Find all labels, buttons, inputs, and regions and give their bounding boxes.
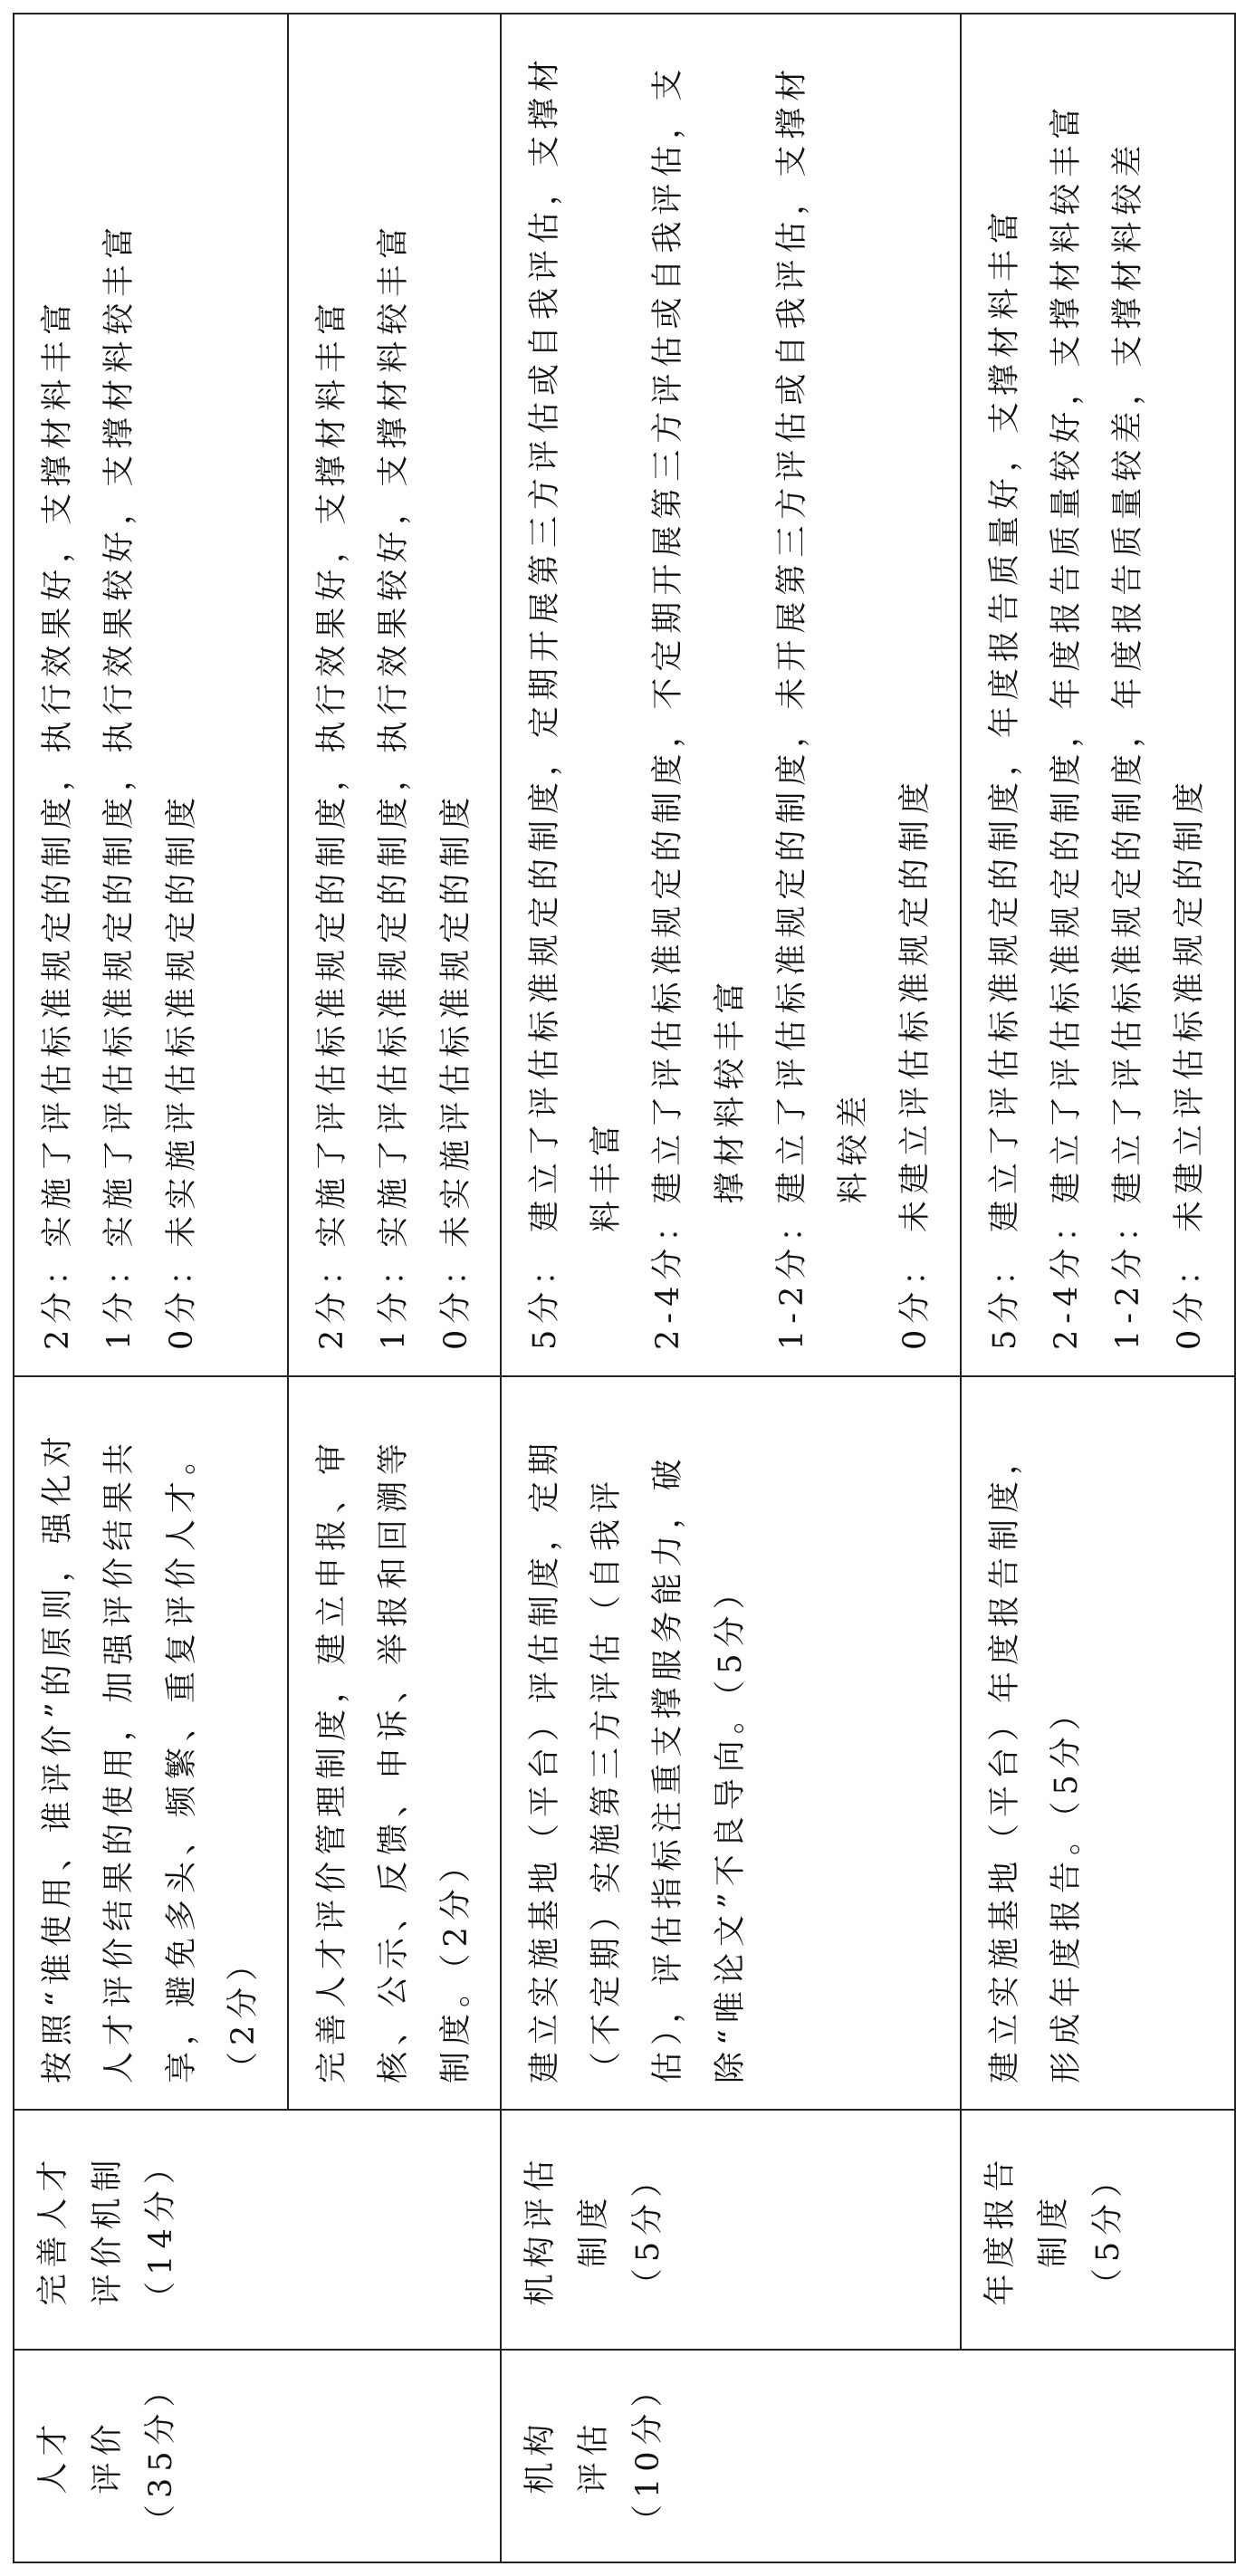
rule-text: 建立了评估标准规定的制度，未开展第三方评估或自我评估，支撑材料较差 <box>773 62 872 1204</box>
score-label: 0分： <box>897 1247 934 1350</box>
scoring-cell <box>961 14 1235 1376</box>
subcategory-label-line: 完善人才 <box>35 2153 72 2306</box>
subcategory-cell-talent-mechanism <box>14 2110 501 2350</box>
category-label-line: （10分） <box>629 2369 666 2536</box>
category-label-line: （35分） <box>143 2369 179 2536</box>
rule-text: 建立了评估标准规定的制度，年度报告质量较好，支撑材料较丰富 <box>1048 101 1085 1204</box>
score-label: 0分： <box>1172 1247 1209 1350</box>
score-label: 2-4分： <box>650 1203 687 1350</box>
rule-text: 未建立评估标准规定的制度 <box>1172 775 1209 1232</box>
scoring-rule <box>363 40 425 1350</box>
score-label: 2分： <box>314 1247 350 1350</box>
score-label: 5分： <box>986 1247 1023 1350</box>
evaluation-table <box>13 13 1236 2563</box>
score-label: 1-2分： <box>1110 1203 1146 1350</box>
category-cell-talent <box>14 2350 501 2562</box>
score-label: 1-2分： <box>773 1203 810 1350</box>
table-row <box>961 14 1235 2562</box>
scoring-rule <box>1036 40 1097 1350</box>
scoring-cell <box>288 14 501 1376</box>
table-row <box>501 14 961 2562</box>
rule-text: 实施了评估标准规定的制度，执行效果好，支撑材料丰富 <box>40 296 76 1248</box>
scoring-rule <box>1159 40 1221 1350</box>
scoring-rule <box>762 40 886 1350</box>
table-row <box>14 14 288 2562</box>
subcategory-label-line: （5分） <box>629 2159 666 2301</box>
scoring-rule <box>302 40 363 1350</box>
subcategory-label-line: （5分） <box>1089 2159 1126 2301</box>
subcategory-label-line: （14分） <box>143 2146 179 2313</box>
rule-text: 未实施评估标准规定的制度 <box>163 790 200 1248</box>
rule-text: 实施了评估标准规定的制度，执行效果较好，支撑材料较丰富 <box>376 220 413 1248</box>
category-label-line: 评价 <box>89 2418 126 2495</box>
category-label-line: 人才 <box>35 2418 72 2495</box>
scoring-rule <box>514 40 638 1350</box>
score-label: 0分： <box>163 1247 200 1350</box>
scoring-rule <box>885 40 946 1350</box>
score-label: 0分： <box>437 1247 474 1350</box>
rule-text: 实施了评估标准规定的制度，执行效果好，支撑材料丰富 <box>314 296 350 1248</box>
subcategory-label-line: 年度报告 <box>982 2153 1019 2306</box>
criterion-cell <box>288 1376 501 2110</box>
subcategory-cell-annual-report <box>961 2110 1235 2350</box>
rule-text: 建立了评估标准规定的制度，年度报告质量较差，支撑材料较差 <box>1110 139 1146 1204</box>
scoring-rule <box>637 40 762 1350</box>
subcategory-label-line: 制度 <box>576 2191 613 2268</box>
score-label: 1分： <box>376 1247 413 1350</box>
criterion-text: 完善人才评价管理制度，建立申报、审核、公示、反馈、申诉、举报和回溯等制度。（2分） <box>314 1436 474 2083</box>
criterion-cell <box>961 1376 1235 2110</box>
criterion-text: 建立实施基地（平台）年度报告制度，形成年度报告。（5分） <box>986 1436 1085 2083</box>
score-label: 2-4分： <box>1048 1203 1085 1350</box>
score-label: 5分： <box>526 1247 563 1350</box>
scoring-cell <box>14 14 288 1376</box>
scoring-rule <box>426 40 487 1350</box>
scoring-cell <box>501 14 961 1376</box>
rule-text: 建立了评估标准规定的制度，年度报告质量好，支撑材料丰富 <box>986 205 1023 1232</box>
scoring-rule <box>1097 40 1159 1350</box>
category-label-line: 机构 <box>522 2418 559 2495</box>
criterion-text: 建立实施基地（平台）评估制度，定期（不定期）实施第三方评估（自我评估），评估指标注重支撑服务能力，破除“唯论文”不良导向。（5分） <box>526 1436 749 2083</box>
score-label: 1分： <box>101 1247 139 1350</box>
subcategory-cell-institution-evaluation <box>501 2110 961 2350</box>
scoring-rule <box>974 40 1036 1350</box>
rule-text: 未实施评估标准规定的制度 <box>437 790 474 1248</box>
rule-text: 未建立评估标准规定的制度 <box>897 775 934 1232</box>
rule-text: 建立了评估标准规定的制度，不定期开展第三方评估或自我评估，支撑材料较丰富 <box>650 62 749 1204</box>
criterion-cell <box>501 1376 961 2110</box>
criterion-text: 按照“谁使用、谁评价”的原则，强化对人才评价结果的使用，加强评价结果共享，避免多头、频繁、重复评价人才。（2分） <box>40 1430 262 2083</box>
scoring-rule <box>27 40 89 1350</box>
scoring-rule <box>89 40 150 1350</box>
subcategory-label-line: 制度 <box>1036 2191 1072 2268</box>
criterion-cell <box>14 1376 288 2110</box>
scoring-rule <box>151 40 213 1350</box>
rule-text: 实施了评估标准规定的制度，执行效果较好，支撑材料较丰富 <box>101 220 139 1248</box>
rule-text: 建立了评估标准规定的制度，定期开展第三方评估或自我评估，支撑材料丰富 <box>526 53 625 1232</box>
subcategory-label-line: 机构评估 <box>522 2153 559 2306</box>
subcategory-label-line: 评价机制 <box>89 2153 126 2306</box>
category-label-line: 评估 <box>576 2418 613 2495</box>
category-cell-institution <box>501 2350 1235 2562</box>
score-label: 2分： <box>40 1247 76 1350</box>
